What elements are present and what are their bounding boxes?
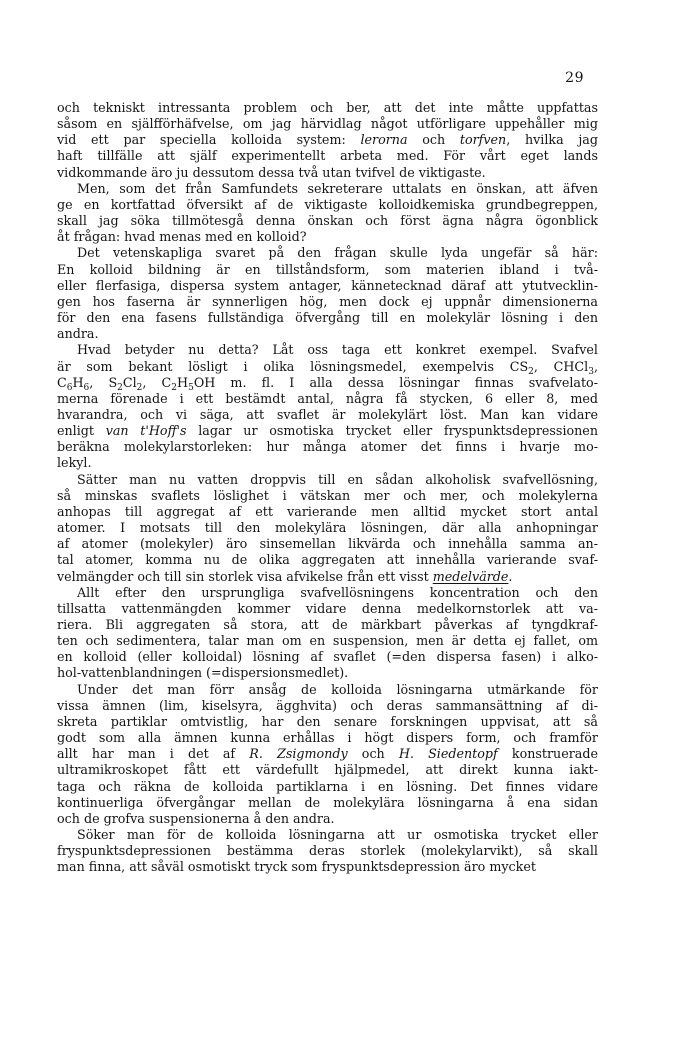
text-line: för den ena fasens fullständiga öfvergång till en molekylär lösning i den <box>57 310 598 326</box>
text-run: H <box>72 374 84 390</box>
text-run: , hvilka jag <box>506 132 598 148</box>
text-line: gen hos faserna är synnerligen hög, men dock ej uppnår dimensionerna <box>57 293 598 309</box>
text-line: atomer. I motsats till den molekylära lösningen, där alla anhopningar <box>57 520 598 536</box>
text-run: och <box>407 132 460 148</box>
paragraph <box>57 585 598 682</box>
italic-text: van t'Hoff's <box>105 423 187 439</box>
italic-text: R. Zsigmondy <box>249 746 348 762</box>
text-line: skall jag söka tillmötesgå denna önskan och först ägna några ögonblick <box>57 213 598 229</box>
italic-text: H. Siedentopf <box>398 746 498 762</box>
text-run: , S <box>89 374 118 390</box>
italic-text: medelvärde <box>432 568 509 584</box>
text-line: Allt efter den ursprungliga svafvellösningens koncentration och den <box>77 584 598 600</box>
text-run: lagar ur osmotiska trycket eller fryspunktsdepressionen <box>186 423 598 439</box>
subscript: 6 <box>83 382 90 393</box>
text-run: , C <box>142 374 172 390</box>
text-run: vid ett par speciella kolloida system: <box>57 132 361 148</box>
text-line: Sätter man nu vatten droppvis till en sådan alkoholisk svafvellösning, <box>77 471 598 487</box>
paragraph <box>57 245 598 342</box>
text-line: hol-vattenblandningen (=dispersionsmedlet). <box>57 665 349 681</box>
paragraph <box>57 682 598 827</box>
text-run: . <box>508 568 513 584</box>
text-line: åt frågan: hvad menas med en kolloid? <box>57 229 307 245</box>
subscript: 2 <box>117 382 123 393</box>
text-line: godt som alla ämnen kunna erhållas i högt dispers form, och framför <box>57 730 598 746</box>
text-line: taga och räkna de kolloida partiklarna i en lösning. Det finnes vidare <box>57 778 598 794</box>
text-line: anhopas till aggregat af ett varierande men alltid mycket stort antal <box>57 503 598 519</box>
subscript: 3 <box>588 366 594 377</box>
text-line <box>57 375 598 391</box>
subscript: 2 <box>171 382 177 393</box>
text-line: haft tillfälle att själf experimentellt arbeta med. För vårt eget lands <box>57 148 598 164</box>
text-line: af atomer (molekyler) äro sinsemellan likvärda och innehålla samma an- <box>57 536 598 552</box>
text-run: C <box>57 374 67 390</box>
paragraph <box>57 342 598 471</box>
text-line: En kolloid bildning är en tillståndsform, som materien ibland i två- <box>57 261 598 277</box>
text-line: kontinuerliga öfvergångar mellan de molekylära lösningarna å ena sidan <box>57 794 598 810</box>
text-line <box>57 569 598 585</box>
text-run: och <box>347 746 399 762</box>
text-line: andra. <box>57 326 99 342</box>
text-line: ten och sedimentera, talar man om en suspension, men är detta ej fallet, om <box>57 633 598 649</box>
text-line: vissa ämnen (lim, kiselsyra, ägghvita) och deras sammansättning af di- <box>57 697 598 713</box>
text-line: Söker man för de kolloida lösningarna att ur osmotiska trycket eller <box>77 827 598 843</box>
text-run: konstruerade <box>497 746 598 762</box>
text-run: OH m. fl. I alla dessa lösningar finnas svafvelato- <box>193 374 598 390</box>
paragraph <box>57 100 598 181</box>
text-line: vidkommande äro ju dessutom dessa två utan tvifvel de viktigaste. <box>57 164 486 180</box>
text-line: hvarandra, och vi säga, att svaflet är molekylärt löst. Man kan vidare <box>57 406 598 422</box>
text-line <box>57 359 598 375</box>
text-line: fryspunktsdepressionen bestämma deras storlek (molekylarvikt), så skall <box>57 843 598 859</box>
text-line: en kolloid (eller kolloidal) lösning af svaflet (=den dispersa fasen) i alko- <box>57 649 598 665</box>
subscript: 2 <box>136 382 143 393</box>
text-line: Hvad betyder nu detta? Låt oss taga ett konkret exempel. Svafvel <box>77 342 598 358</box>
text-run: , CHCl <box>533 358 589 374</box>
text-line <box>57 746 598 762</box>
text-line: ultramikroskopet fått ett värdefullt hjälpmedel, att direkt kunna iakt- <box>57 762 598 778</box>
text-line: och tekniskt intressanta problem och ber, att det inte måtte uppfattas <box>57 100 598 115</box>
text-line: och de grofva suspensionerna å den andra. <box>57 810 335 826</box>
body-text <box>57 100 598 876</box>
italic-text: lerorna <box>360 132 408 148</box>
text-line <box>57 132 598 148</box>
subscript: 6 <box>66 382 73 393</box>
text-run: är som bekant lösligt i olika lösningsmedel, exempelvis CS <box>57 358 529 374</box>
page-number: 29 <box>565 70 584 86</box>
text-line: tal atomer, komma nu de olika aggregaten att innehålla varierande svaf- <box>57 552 598 568</box>
italic-text: torfven <box>459 132 507 148</box>
text-line: Det vetenskapliga svaret på den frågan skulle lyda ungefär så här: <box>77 245 598 261</box>
paragraph <box>57 472 598 585</box>
text-line: beräkna molekylarstorleken: hur många atomer det finns i hvarje mo- <box>57 439 598 455</box>
text-run: velmängder och till sin storlek visa afvikelse från ett visst <box>57 568 433 584</box>
text-line: lekyl. <box>57 455 92 471</box>
text-run: allt har man i det af <box>57 746 250 762</box>
subscript: 5 <box>188 382 194 393</box>
text-run: H <box>177 374 189 390</box>
text-line: ge en kortfattad öfversikt af de viktigaste kolloidkemiska grundbegreppen, <box>57 196 598 212</box>
paragraph <box>57 827 598 875</box>
text-line <box>57 423 598 439</box>
text-line: såsom en själfförhäfvelse, om jag härvidlag något utförligare uppehåller mig <box>57 116 598 132</box>
text-run: , <box>593 358 598 374</box>
text-line: skreta partiklar omtvistlig, har den senare forskningen uppvisat, att så <box>57 713 598 729</box>
subscript: 2 <box>528 366 534 377</box>
text-line: tillsatta vattenmängden kommer vidare denna medelkornstorlek att va- <box>57 600 598 616</box>
text-run: Cl <box>122 374 137 390</box>
text-line: Under det man förr ansåg de kolloida lösningarna utmärkande för <box>77 681 598 697</box>
text-run: enligt <box>57 423 106 439</box>
text-line: man finna, att såväl osmotiskt tryck som fryspunktsdepression äro mycket <box>57 859 536 875</box>
text-line: merna förenade i ett bestämdt antal, några få stycken, 6 eller 8, med <box>57 390 598 406</box>
text-line: riera. Bli aggregaten så stora, att de märkbart påverkas af tyngdkraf- <box>57 617 598 632</box>
paragraph <box>57 181 598 246</box>
text-line: så minskas svaflets löslighet i vätskan mer och mer, och molekylerna <box>57 487 598 503</box>
text-line: eller flerfasiga, dispersa system antager, kännetecknad däraf att ytutvecklin- <box>57 277 598 293</box>
text-line: Men, som det från Samfundets sekreterare uttalats en önskan, att äfven <box>77 180 598 196</box>
